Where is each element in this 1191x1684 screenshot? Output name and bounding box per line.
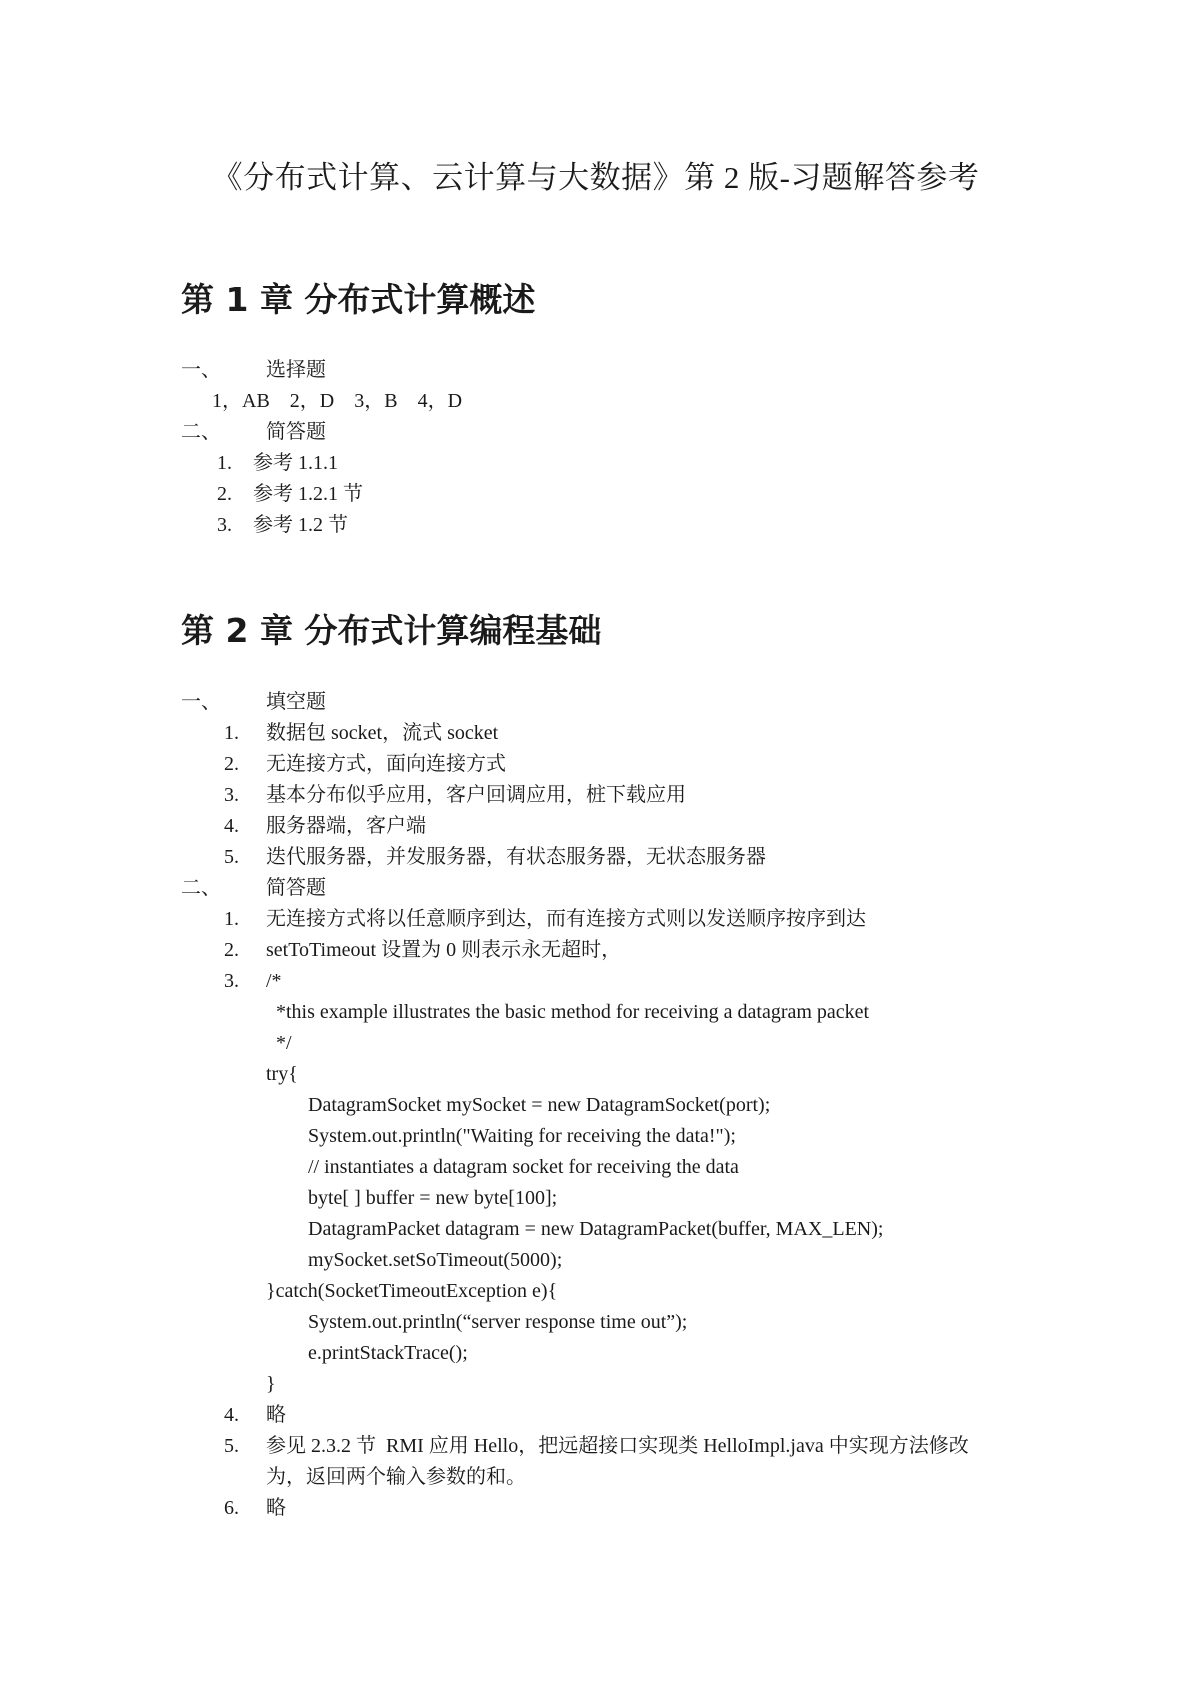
list-item-text: 无连接方式，面向连接方式 xyxy=(266,753,506,775)
list-item-number: 4. xyxy=(224,1404,239,1426)
document-title: 《分布式计算、云计算与大数据》第 2 版-习题解答参考 xyxy=(211,160,980,195)
list-item-text: 略 xyxy=(266,1497,286,1519)
chapter-1-heading: 第 1 章 分布式计算概述 xyxy=(181,280,536,319)
code-line: }catch(SocketTimeoutException e){ xyxy=(266,1280,558,1302)
list-item-number: 1. xyxy=(224,908,239,930)
code-line: DatagramPacket datagram = new DatagramPacket(buffer, MAX_LEN); xyxy=(308,1218,884,1240)
code-line: /* xyxy=(266,970,282,992)
list-item-number: 1. xyxy=(224,722,239,744)
code-line: byte[ ] buffer = new byte[100]; xyxy=(308,1187,558,1209)
code-line: } xyxy=(266,1373,276,1395)
list-item-text: 略 xyxy=(266,1404,286,1426)
list-item-text: 参考 1.1.1 xyxy=(253,452,338,474)
list-item-number: 1. xyxy=(217,452,232,474)
code-line: System.out.println("Waiting for receiving the data!"); xyxy=(308,1125,736,1147)
ch1-section1-number: 一、 xyxy=(181,359,221,381)
ch1-section1-title: 选择题 xyxy=(266,359,326,381)
list-item-text: setToTimeout 设置为 0 则表示永无超时， xyxy=(266,939,622,961)
list-item-text: 参见 2.3.2 节 RMI 应用 Hello，把远超接口实现类 HelloImpl.java 中实现方法修改 xyxy=(266,1435,969,1457)
list-item-text: 无连接方式将以任意顺序到达，而有连接方式则以发送顺序按序到达 xyxy=(266,908,866,930)
code-line: *this example illustrates the basic method for receiving a datagram packet xyxy=(276,1001,870,1023)
chapter-2-heading: 第 2 章 分布式计算编程基础 xyxy=(181,611,602,650)
list-item-number: 5. xyxy=(224,846,239,868)
list-item-number: 4. xyxy=(224,815,239,837)
code-line: DatagramSocket mySocket = new DatagramSocket(port); xyxy=(308,1094,771,1116)
code-line: try{ xyxy=(266,1063,298,1085)
list-item-number: 6. xyxy=(224,1497,239,1519)
list-item-number: 3. xyxy=(224,784,239,806)
ch1-section2-number: 二、 xyxy=(181,421,221,443)
ch1-choice-answers: 1，AB 2，D 3，B 4，D xyxy=(212,390,463,412)
code-line: */ xyxy=(276,1032,292,1054)
list-item-text: 基本分布似乎应用，客户回调应用，桩下载应用 xyxy=(266,784,686,806)
ch1-section2-title: 简答题 xyxy=(266,421,326,443)
list-item-text: 服务器端，客户端 xyxy=(266,815,426,837)
list-item-text: 参考 1.2 节 xyxy=(253,514,348,536)
list-item-number: 2. xyxy=(217,483,232,505)
list-item-continuation: 为，返回两个输入参数的和。 xyxy=(266,1466,526,1488)
ch2-section2-title: 简答题 xyxy=(266,877,326,899)
code-line: mySocket.setSoTimeout(5000); xyxy=(308,1249,563,1271)
list-item-number: 2. xyxy=(224,753,239,775)
list-item-number: 5. xyxy=(224,1435,239,1457)
list-item-text: 数据包 socket，流式 socket xyxy=(266,722,499,744)
list-item-text: 迭代服务器，并发服务器，有状态服务器，无状态服务器 xyxy=(266,846,766,868)
list-item-number: 3. xyxy=(217,514,232,536)
code-line: System.out.println(“server response time out”); xyxy=(308,1311,688,1333)
code-line: // instantiates a datagram socket for receiving the data xyxy=(308,1156,739,1178)
ch2-section1-number: 一、 xyxy=(181,691,221,713)
list-item-text: 参考 1.2.1 节 xyxy=(253,483,363,505)
ch2-section1-title: 填空题 xyxy=(266,691,326,713)
ch2-section2-number: 二、 xyxy=(181,877,221,899)
list-item-number: 2. xyxy=(224,939,239,961)
code-line: e.printStackTrace(); xyxy=(308,1342,468,1364)
list-item-number: 3. xyxy=(224,970,239,992)
